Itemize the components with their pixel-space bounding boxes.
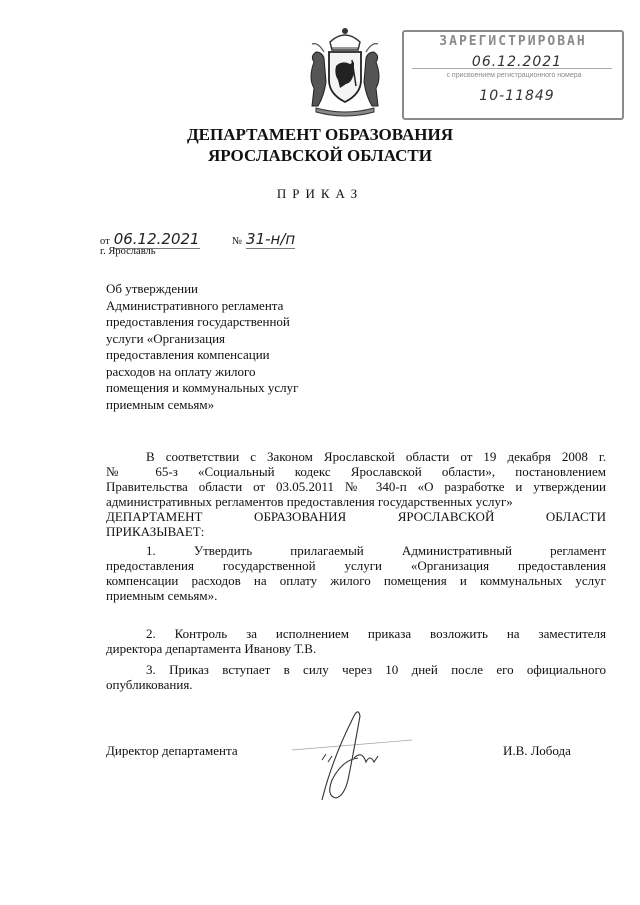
subject-line: расходов на оплату жилого [106, 363, 256, 379]
signatory-name: И.В. Лобода [503, 743, 571, 758]
subject-line: услуги «Организация [106, 330, 225, 346]
handwritten-signature [262, 700, 432, 810]
subject-line: помещения и коммунальных услуг [106, 380, 299, 395]
subject-line: Об утверждении [106, 281, 199, 296]
coat-of-arms-icon [296, 22, 394, 120]
item-2-line: директора департамента Иванову Т.В. [106, 641, 317, 656]
signatory-position: Директор департамента [106, 743, 238, 758]
stamp-divider [412, 68, 612, 69]
intro-paragraph [106, 449, 606, 539]
city: г. Ярославль [100, 246, 156, 257]
order-line: ПРИКАЗЫВАЕТ: [106, 524, 205, 539]
subject-line: Административного регламента [106, 297, 284, 313]
number-prefix: № [232, 236, 243, 247]
date-prefix: от [100, 236, 110, 247]
item-1-line: предоставления государственной услуги «Организация предоставления [106, 558, 606, 573]
item-3-line: опубликования. [106, 677, 193, 692]
subject-line: предоставления государственной [106, 314, 290, 329]
number-value: 31-н/п [246, 230, 296, 248]
department-title-line2: ЯРОСЛАВСКОЙ ОБЛАСТИ [208, 146, 432, 165]
item-1-line: компенсации расходов на оплату жилого помещения и коммунальных услуг [106, 573, 606, 588]
subject-line: приемным семьям» [106, 396, 215, 412]
item-1-line: приемным семьям». [106, 588, 218, 603]
item-3-line: 3. Приказ вступает в силу через 10 дней после его официального [146, 662, 606, 677]
department-title-line1: ДЕПАРТАМЕНТ ОБРАЗОВАНИЯ [186, 125, 454, 144]
item-1-line: 1. Утвердить прилагаемый Административный регламент [146, 543, 606, 558]
subject-line: предоставления компенсации [106, 347, 270, 362]
item-1 [106, 543, 606, 603]
intro-line: № 65-з «Социальный кодекс Ярославской области», постановлением [106, 464, 606, 479]
stamp-date: 06.12.2021 [471, 54, 563, 70]
item-2 [106, 626, 606, 656]
intro-line: административных регламентов предоставления государственных услуг» [106, 494, 513, 509]
order-number [232, 230, 352, 249]
intro-line: Правительства области от 03.05.2011 № 340-п «О разработке и утверждении [106, 479, 606, 494]
order-subject [106, 281, 346, 413]
intro-line: В соответствии с Законом Ярославской области от 19 декабря 2008 г. [146, 449, 606, 464]
stamp-number: 10-11849 [479, 88, 555, 104]
item-2-line: 2. Контроль за исполнением приказа возложить на заместителя [146, 626, 606, 641]
registration-stamp [402, 30, 624, 120]
order-line: ДЕПАРТАМЕНТ ОБРАЗОВАНИЯ ЯРОСЛАВСКОЙ ОБЛАСТИ [106, 509, 606, 524]
document-type: ПРИКАЗ [276, 186, 364, 201]
date-value: 06.12.2021 [113, 230, 200, 248]
item-3 [106, 662, 606, 692]
stamp-note: с присвоением регистрационного номера [446, 72, 582, 79]
stamp-title: ЗАРЕГИСТРИРОВАН [439, 34, 587, 49]
